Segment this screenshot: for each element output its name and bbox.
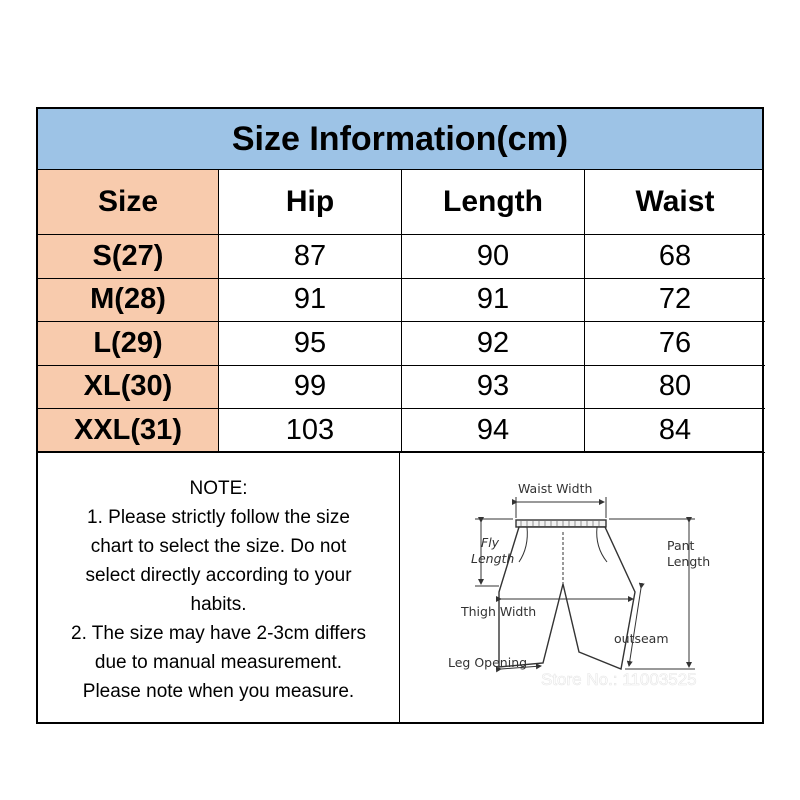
header-hip: Hip xyxy=(219,170,402,235)
thigh-width-label: Thigh Width xyxy=(461,604,537,619)
leg-opening-label: Leg Opening xyxy=(448,655,528,670)
hip-cell: 91 xyxy=(219,278,402,322)
table-row xyxy=(38,365,765,409)
waist-cell: 76 xyxy=(585,322,766,366)
header-length: Length xyxy=(402,170,585,235)
shorts-outline xyxy=(499,520,635,669)
pant-length-label: Length xyxy=(667,554,711,569)
length-cell: 93 xyxy=(402,365,585,409)
waist-cell: 80 xyxy=(585,365,766,409)
size-cell: L(29) xyxy=(38,322,219,366)
note-line: 2. The size may have 2-3cm differs xyxy=(71,623,366,644)
waist-width-label: Waist Width xyxy=(518,481,593,496)
pant-label: Pant xyxy=(667,538,695,553)
table-row xyxy=(38,278,765,322)
length-cell: 94 xyxy=(402,409,585,453)
hip-cell: 87 xyxy=(219,235,402,279)
outseam-label: outseam xyxy=(614,631,669,646)
length-cell: 91 xyxy=(402,278,585,322)
table-row xyxy=(38,235,765,279)
table-header-row xyxy=(38,170,765,235)
waist-cell: 84 xyxy=(585,409,766,453)
waist-cell: 72 xyxy=(585,278,766,322)
note-panel xyxy=(38,452,400,723)
size-table xyxy=(38,170,765,453)
size-cell: S(27) xyxy=(38,235,219,279)
fly-length-label: Length xyxy=(471,551,515,566)
note-line: chart to select the size. Do not xyxy=(90,536,347,557)
note-line: due to manual measurement. xyxy=(94,652,343,673)
length-cell: 92 xyxy=(402,322,585,366)
note-line: 1. Please strictly follow the size xyxy=(87,507,350,528)
size-chart xyxy=(36,107,764,724)
header-size: Size xyxy=(38,170,219,235)
measurement-diagram xyxy=(401,452,762,723)
fly-label: Fly xyxy=(481,535,500,550)
note-heading: NOTE: xyxy=(189,478,248,499)
chart-title: Size Information(cm) xyxy=(38,109,762,170)
header-waist: Waist xyxy=(585,170,766,235)
shorts-diagram-svg xyxy=(401,452,762,723)
size-cell: XL(30) xyxy=(38,365,219,409)
length-cell: 90 xyxy=(402,235,585,279)
hip-cell: 99 xyxy=(219,365,402,409)
hip-cell: 95 xyxy=(219,322,402,366)
note-line: habits. xyxy=(190,594,247,615)
waist-cell: 68 xyxy=(585,235,766,279)
hip-cell: 103 xyxy=(219,409,402,453)
table-row xyxy=(38,409,765,453)
note-line: Please note when you measure. xyxy=(82,681,355,702)
table-row xyxy=(38,322,765,366)
store-watermark: Store No.: 11003525 xyxy=(541,670,697,689)
size-cell: M(28) xyxy=(38,278,219,322)
size-cell: XXL(31) xyxy=(38,409,219,453)
bottom-section xyxy=(38,451,762,723)
note-line: select directly according to your xyxy=(85,565,352,586)
